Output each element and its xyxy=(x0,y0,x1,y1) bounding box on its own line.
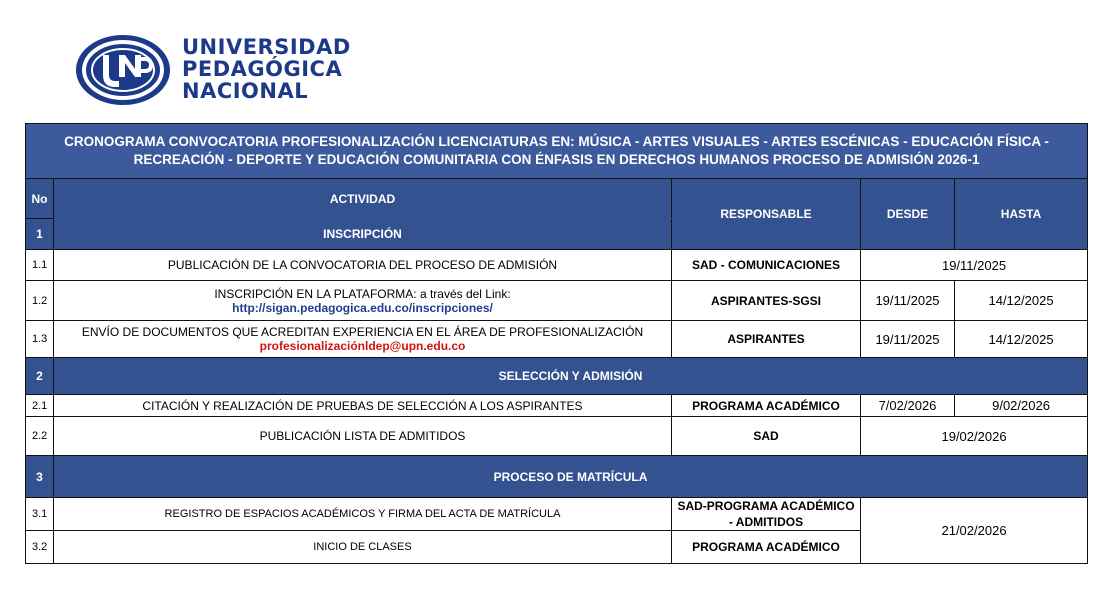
section-label: SELECCIÓN Y ADMISIÓN xyxy=(54,358,1088,395)
section-row xyxy=(26,456,1088,498)
header-responsible: RESPONSABLE xyxy=(672,179,861,250)
responsible-cell: PROGRAMA ACADÉMICO xyxy=(672,395,861,417)
responsible-cell: ASPIRANTES xyxy=(672,321,861,358)
header-no: No xyxy=(26,179,54,219)
from-date-cell: 19/11/2025 xyxy=(861,281,955,321)
email-link[interactable]: profesionalizaciónldep@upn.edu.co xyxy=(259,339,466,353)
table-row xyxy=(26,250,1088,281)
table-row xyxy=(26,498,1088,531)
activity-text: INSCRIPCIÓN EN LA PLATAFORMA: a través del Link: xyxy=(214,286,511,301)
activity-cell xyxy=(54,321,672,358)
section-row xyxy=(26,358,1088,395)
university-logo xyxy=(73,33,393,109)
date-cell: 21/02/2026 xyxy=(861,498,1088,564)
schedule-title: CRONOGRAMA CONVOCATORIA PROFESIONALIZACIÓN LICENCIATURAS EN: MÚSICA - ARTES VISUALES - ARTES ESCÉNICAS - EDUCACIÓN FÍSICA - RECREACIÓN - DEPORTE Y EDUCACIÓN COMUNITARIA CON ÉNFASIS EN DERECHOS HUMANOS PROCESO DE ADMISIÓN 2026-1 xyxy=(26,124,1088,179)
activity-cell: PUBLICACIÓN DE LA CONVOCATORIA DEL PROCESO DE ADMISIÓN xyxy=(54,250,672,281)
row-number: 1.3 xyxy=(26,321,54,358)
logo-line-3: NACIONAL xyxy=(182,79,309,103)
responsible-cell: PROGRAMA ACADÉMICO xyxy=(672,531,861,564)
header-from: DESDE xyxy=(861,179,955,250)
header-row xyxy=(26,179,1088,219)
date-cell: 19/02/2026 xyxy=(861,417,1088,456)
row-number: 2.2 xyxy=(26,417,54,456)
section-number: 1 xyxy=(26,219,54,250)
header-activity: ACTIVIDAD xyxy=(54,179,672,219)
section-number: 3 xyxy=(26,456,54,498)
from-date-cell: 19/11/2025 xyxy=(861,321,955,358)
responsible-cell: ASPIRANTES-SGSI xyxy=(672,281,861,321)
header-to: HASTA xyxy=(955,179,1088,250)
to-date-cell: 14/12/2025 xyxy=(955,321,1088,358)
table-row xyxy=(26,395,1088,417)
to-date-cell: 14/12/2025 xyxy=(955,281,1088,321)
schedule-table xyxy=(25,123,1088,564)
responsible-cell: SAD xyxy=(672,417,861,456)
from-date-cell: 7/02/2026 xyxy=(861,395,955,417)
row-number: 3.1 xyxy=(26,498,54,531)
table-row xyxy=(26,281,1088,321)
activity-cell: PUBLICACIÓN LISTA DE ADMITIDOS xyxy=(54,417,672,456)
logo-line-1: UNIVERSIDAD xyxy=(182,35,351,59)
registration-link[interactable]: http://sigan.pedagogica.edu.co/inscripciones/ xyxy=(232,300,493,315)
row-number: 3.2 xyxy=(26,531,54,564)
title-row xyxy=(26,124,1088,179)
section-number: 2 xyxy=(26,358,54,395)
activity-text: ENVÍO DE DOCUMENTOS QUE ACREDITAN EXPERIENCIA EN EL ÁREA DE PROFESIONALIZACIÓN xyxy=(81,325,644,339)
logo-line-2: PEDAGÓGICA xyxy=(182,57,343,81)
row-number: 1.1 xyxy=(26,250,54,281)
table-row xyxy=(26,321,1088,358)
activity-cell xyxy=(54,281,672,321)
table-row xyxy=(26,417,1088,456)
date-cell: 19/11/2025 xyxy=(861,250,1088,281)
responsible-cell: SAD-PROGRAMA ACADÉMICO - ADMITIDOS xyxy=(672,498,861,531)
to-date-cell: 9/02/2026 xyxy=(955,395,1088,417)
activity-cell: CITACIÓN Y REALIZACIÓN DE PRUEBAS DE SELECCIÓN A LOS ASPIRANTES xyxy=(54,395,672,417)
row-number: 1.2 xyxy=(26,281,54,321)
row-number: 2.1 xyxy=(26,395,54,417)
section-label: INSCRIPCIÓN xyxy=(54,219,672,250)
university-name xyxy=(182,36,351,102)
responsible-cell: SAD - COMUNICACIONES xyxy=(672,250,861,281)
section-label: PROCESO DE MATRÍCULA xyxy=(54,456,1088,498)
activity-cell: INICIO DE CLASES xyxy=(54,531,672,564)
activity-cell: REGISTRO DE ESPACIOS ACADÉMICOS Y FIRMA DEL ACTA DE MATRÍCULA xyxy=(54,498,672,531)
upn-seal-icon xyxy=(73,33,177,109)
